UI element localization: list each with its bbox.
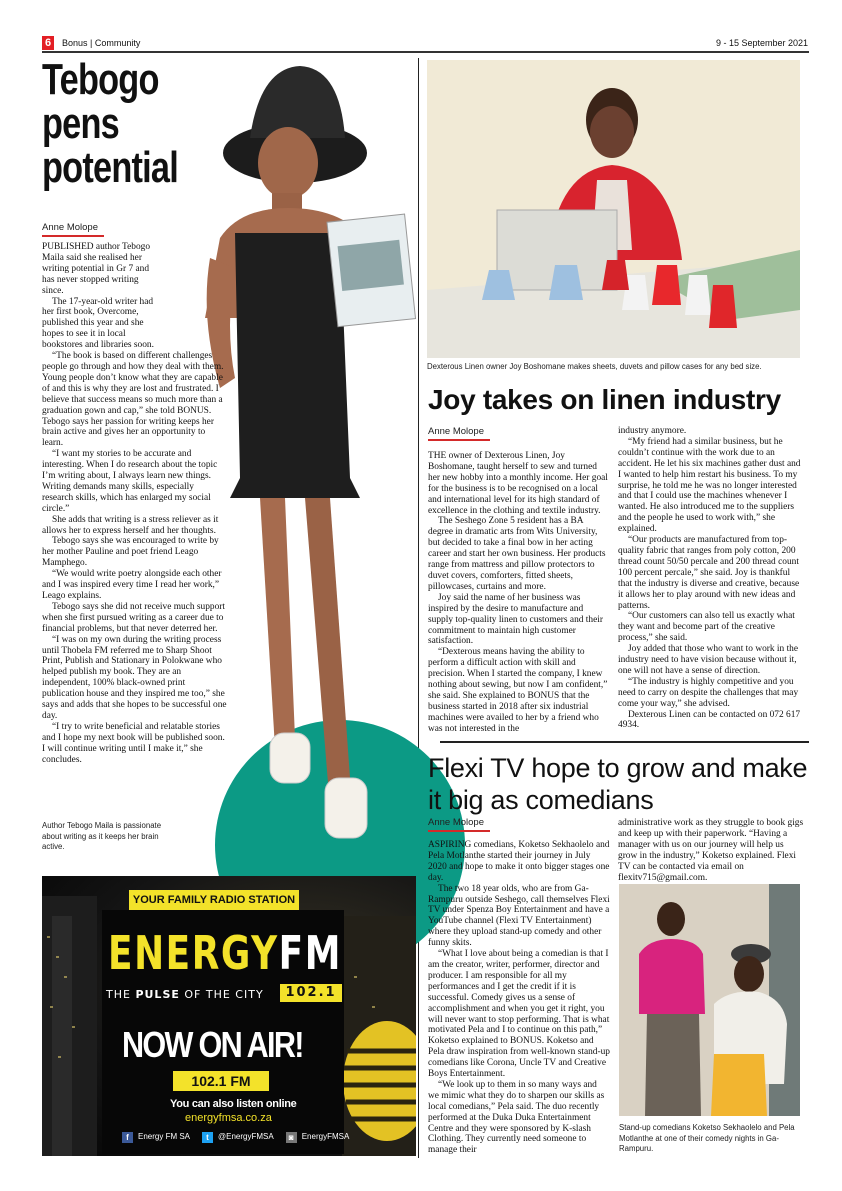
paragraph: “We would write poetry alongside each other and I was inspired every time I read her work,” Leago explains.	[42, 569, 222, 601]
logo-energy: ENERGY	[108, 926, 279, 980]
article-body-joy-col1	[428, 451, 610, 735]
slogan-prefix: THE	[106, 988, 136, 1001]
ad-tagline: YOUR FAMILY RADIO STATION	[129, 890, 299, 910]
article-body-flexi-col1	[428, 840, 610, 1156]
paragraph: The 17-year-old writer had her first book, Overcome, published this year and she hopes to see it in local bookstores and libraries soon.	[42, 296, 154, 351]
section-rule	[440, 741, 809, 743]
headline-joy: Joy takes on linen industry	[428, 384, 781, 415]
social-twitter[interactable]	[202, 1131, 274, 1143]
social-facebook[interactable]	[122, 1131, 190, 1143]
slogan-suffix: OF THE CITY	[179, 988, 264, 1001]
paragraph: “Dexterous means having the ability to perform a difficult action with skill and precision. When I started the company, I knew nothing about sewing, but now I am confident,” she said. She explained to BONUS that the business started in 2018 after six industrial machines were availed to her by a friend who was not interested in the	[428, 647, 608, 734]
paragraph: “Our products are manufactured from top-quality fabric that ranges from poly cotton, 200 thread count 50/50 percale and 200 thread count 100 percent percale,” she said. Joy is thankful that the industry is diverse and creative, because it allows her to play around with new ideas and patterns.	[618, 535, 800, 611]
tebogo-figure-illustration	[200, 58, 420, 868]
ad-slogan	[106, 988, 264, 1001]
paragraph: Dexterous Linen can be contacted on 072 617 4934.	[618, 709, 801, 731]
sewing-scene-illustration	[427, 60, 800, 358]
paragraph: “I try to write beneficial and relatable stories and I hope my next book will be published soon. I will continue writing until I make it,” she concludes.	[42, 721, 225, 765]
byline-flexi	[428, 817, 490, 832]
page-number: 6	[42, 36, 54, 50]
paragraph: “Our customers can also tell us exactly what they want and become part of the creative process,” she said.	[618, 611, 795, 644]
byline-underline	[42, 235, 104, 237]
paragraph: The Seshego Zone 5 resident has a BA degree in dramatic arts from Wits University, but decided to take a final bow in her acting career and start her own business. Her products range from mattress and pillow protectors to duvet covers, comforters, fitted sheets, pillowcases, curtains and more.	[428, 516, 606, 592]
byline-underline	[428, 830, 490, 832]
paragraph: Tebogo says she was encouraged to write by her mother Pauline and poet friend Leago Mamphego.	[42, 536, 219, 569]
byline-author: Anne Molope	[428, 817, 484, 828]
instagram-icon: ◙	[286, 1132, 297, 1143]
headline-tebogo	[42, 55, 178, 192]
byline-tebogo	[42, 222, 104, 237]
headline-flexi: Flexi TV hope to grow and make it big as comedians	[428, 753, 808, 815]
paragraph: “My friend had a similar business, but he couldn’t continue with the work due to an accident. He let his six machines gather dust and I wanted to help him restart his business. To my surprise, he told me he was no longer interested and that I could use the machines whenever I wanted. He also introduced me to the suppliers and the people he used to work with,” she explained.	[618, 436, 801, 535]
byline-joy	[428, 426, 490, 441]
paragraph: “The industry is highly competitive and you need to carry on despite the challenges that may come your way,” she advised.	[618, 676, 799, 709]
twitter-icon: t	[202, 1132, 213, 1143]
photo-caption-joy: Dexterous Linen owner Joy Boshomane makes sheets, duvets and pillow cases for any bed size.	[427, 362, 762, 371]
paragraph: PUBLISHED author Tebogo Maila said she realised her writing potential in Gr 7 and has never stopped writing since.	[42, 242, 151, 296]
social-label: Energy FM SA	[138, 1132, 191, 1141]
paragraph: Joy said the name of her business was inspired by the desire to manufacture and supply top-quality linen to customers and their commitment to maintain high customer satisfaction.	[428, 592, 603, 647]
byline-underline	[428, 439, 490, 441]
photo-caption-tebogo: Author Tebogo Maila is passionate about writing as it keeps her brain active.	[42, 821, 162, 851]
energy-fm-logo	[108, 928, 342, 978]
header-rule	[42, 51, 809, 53]
social-instagram[interactable]	[286, 1131, 350, 1143]
article-body-joy-col2	[618, 426, 804, 731]
article-body-tebogo	[42, 242, 227, 766]
comedians-illustration	[619, 884, 800, 1116]
paragraph: Joy added that those who want to work in the industry need to have vision because without it, one will not have a sense of direction.	[618, 644, 799, 676]
paragraph: She adds that writing is a stress reliever as it allows her to express herself and her thoughts.	[42, 514, 219, 536]
energy-fm-advert[interactable]	[42, 876, 416, 1156]
facebook-icon: f	[122, 1132, 133, 1143]
headline-line: pens	[42, 99, 119, 148]
issue-date: 9 - 15 September 2021	[715, 38, 808, 48]
paragraph: industry anymore.	[618, 426, 687, 436]
photo-tebogo-maila	[200, 58, 420, 868]
headline-line: potential	[42, 143, 178, 192]
slogan-bold: PULSE	[135, 988, 180, 1001]
station-url-link[interactable]: energyfmsa.co.za	[185, 1112, 272, 1124]
frequency-badge: 102.1	[280, 984, 342, 1002]
listen-online-text: You can also listen online	[170, 1098, 297, 1110]
paragraph: THE owner of Dexterous Linen, Joy Boshomane, taught herself to sew and turned her new hobby into a monthly income. Her goal for the business is to be recognised on a local and international level for its high standard of excellence in the clothing and textile industry.	[428, 451, 608, 516]
photo-joy-boshomane	[427, 60, 800, 358]
article-body-flexi-col2	[618, 818, 804, 883]
paragraph: ASPIRING comedians, Koketso Sekhaolelo and Pela Motlanthe started their journey in July 2020 and hope to make it onto bigger stages one day.	[428, 840, 610, 883]
paragraph: “I was on my own during the writing process until Thobela FM referred me to Sharp Shoot Print, Publish and Stationary in Polokwane who helped publish my book. They are an independent, 100% black-owned print publication house and they inspired me too,” she says and adds that she hopes to be successful one day.	[42, 634, 227, 721]
paragraph: “We look up to them in so many ways and we mimic what they do to sharpen our skills as local comedians,” Pela said. The duo recently performed at the Duka Duka Entertainment Centre and they were sponsored by K-slash Clothing. They currently need someone to manage their	[428, 1079, 605, 1156]
paragraph: Tebogo says she did not receive much support when she first pursued writing as a career due to financial problems, but that never deterred her.	[42, 601, 226, 634]
social-links	[122, 1131, 349, 1143]
paragraph: “I want my stories to be accurate and interesting. When I do research about the topic I’m writing about, I always learn new things. Writing demands many skills, especially research skills, which has enlarged my social circle.”	[42, 449, 218, 514]
frequency-label: 102.1 FM	[173, 1071, 269, 1091]
paragraph: “What I love about being a comedian is that I am the creator, writer, performer, director and producer. I am responsible for all my performances and I get the credit if it is successful. Comedy gives us a sense of accomplishment and when you get it right, you will never want to stop performing. That is what motivated Pela and I to continue on this path,” Koketso explained to BONUS. Koketso and Pela draw inspiration from well-known stand-up comedians like Corona, Uncle TV and Creative Boys Entertainment.	[428, 949, 610, 1080]
paragraph: “The book is based on different challenges people go through and how they deal with them. Young people don’t know what they are capable of and this is why they are lost and frustrated. I believe that success means so much more than a graduation gown and cap,” she told BONUS. Tebogo says her passion for writing keeps her brain active and gives her an opportunity to learn.	[42, 351, 224, 449]
logo-fm: FM	[278, 926, 343, 980]
paragraph: The two 18 year olds, who are from Ga-Rampuru outside Seshego, call themselves Flexi TV under Spenza Boy Entertainment and have a YouTube channel (Flexi TV Entertainment) where they upload stand-up comedy and other funny skits.	[428, 883, 610, 949]
photo-caption-flexi: Stand-up comedians Koketso Sekhaolelo and Pela Motlanthe at one of their comedy nights in Ga-Rampuru.	[619, 1123, 795, 1153]
social-label: EnergyFMSA	[301, 1132, 350, 1141]
photo-flexi-comedians	[619, 884, 800, 1116]
paragraph: administrative work as they struggle to book gigs and keep up with their paperwork. “Having a manager with us on our journey will help us grow in the industry,” Koketso explained. Flexi TV can be contacted via email on flexitv715@gmail.com.	[618, 818, 804, 883]
social-label: @EnergyFMSA	[218, 1132, 274, 1141]
headline-line: Tebogo	[42, 55, 159, 104]
byline-author: Anne Molope	[428, 426, 484, 437]
ad-headline: NOW ON AIR!	[122, 1024, 303, 1065]
section-label: Bonus | Community	[62, 38, 141, 48]
byline-author: Anne Molope	[42, 222, 98, 233]
